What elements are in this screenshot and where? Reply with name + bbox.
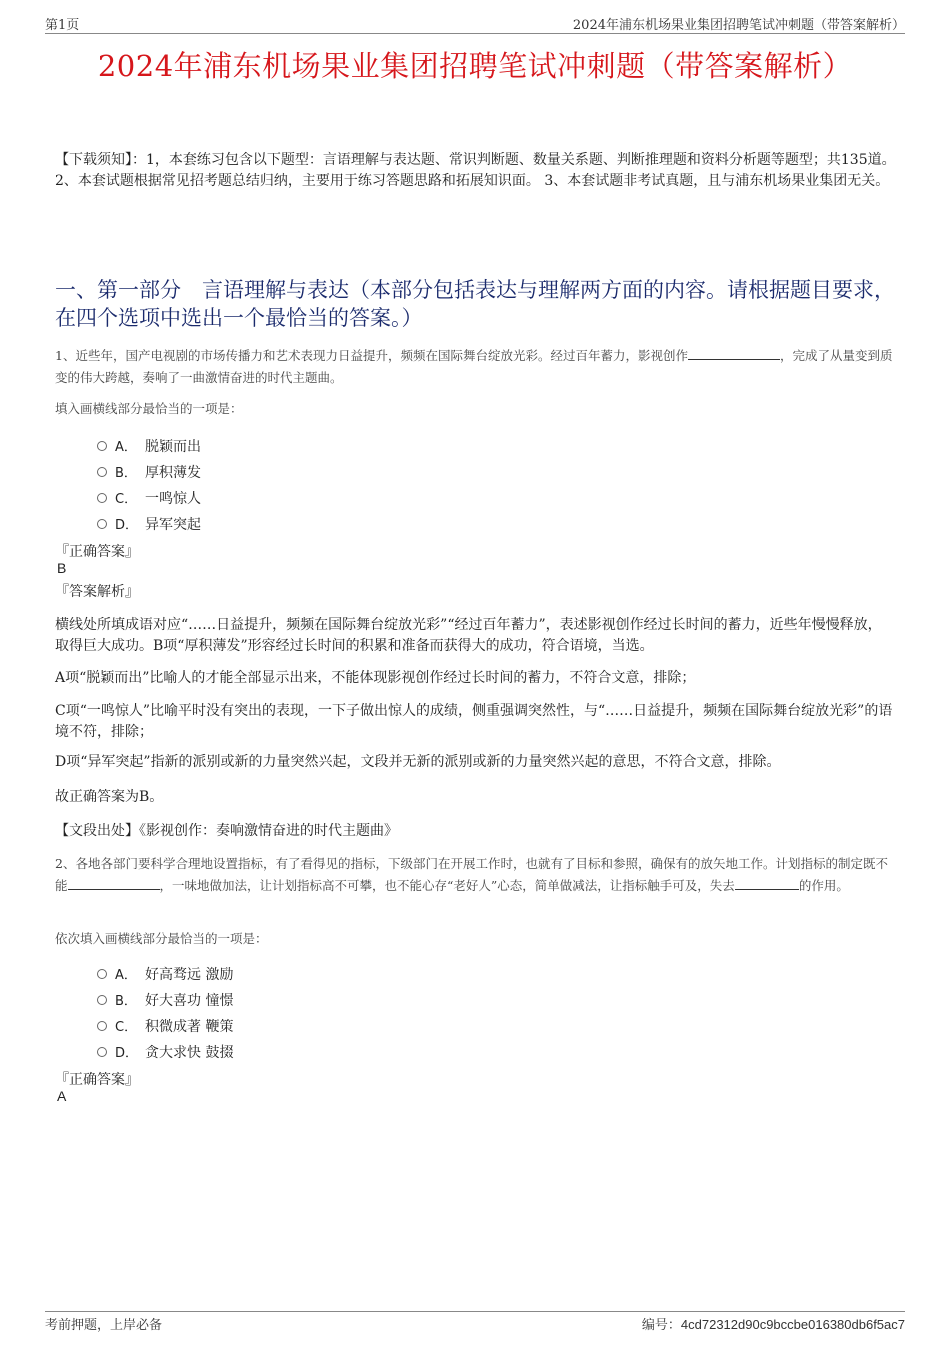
q2-option-b[interactable]: B． 好大喜功 憧憬 (97, 990, 233, 1010)
header-divider (45, 33, 905, 34)
q1-option-c[interactable]: C． 一鸣惊人 (97, 488, 201, 508)
q1-analysis-conclusion: 故正确答案为B。 (55, 789, 164, 805)
q1-answer: B (57, 560, 67, 576)
q2-answer-label: 『正确答案』 (55, 1072, 139, 1088)
q2-stem (55, 853, 895, 897)
radio-icon[interactable] (97, 493, 107, 503)
footer-divider (45, 1311, 905, 1312)
q1-blank (688, 345, 780, 360)
section-heading: 一、第一部分 言语理解与表达（本部分包括表达与理解两方面的内容。请根据题目要求，在四个选项中选出一个最恰当的答案。） (55, 278, 895, 330)
q1-analysis-label: 『答案解析』 (55, 584, 139, 600)
q1-option-a[interactable]: A． 脱颖而出 (97, 436, 201, 456)
footer-slogan: 考前押题，上岸必备 (45, 1318, 163, 1333)
q1-option-b[interactable]: B． 厚积薄发 (97, 462, 201, 482)
radio-icon[interactable] (97, 519, 107, 529)
q1-stem-text-2: ，完成了从量变到质变的伟大跨越，奏响了一曲激情奋进的时代主题曲。 (55, 348, 893, 385)
q2-blank-1 (68, 875, 160, 890)
page-number: 第1页 (45, 18, 80, 33)
q2-answer: A (57, 1088, 67, 1104)
q1-stem (55, 345, 895, 389)
q2-prompt: 依次填入画横线部分最恰当的一项是： (55, 931, 268, 946)
q2-blank-2 (735, 875, 799, 890)
q2-option-c[interactable]: C． 积微成著 鞭策 (97, 1016, 233, 1036)
q1-analysis-para: A项“脱颖而出”比喻人的才能全部显示出来，不能体现影视创作经过长时间的蓄力，不符合文意，排除； (55, 670, 696, 686)
footer-code-value: 4cd72312d90c9bccbe016380db6f5ac7 (680, 1317, 905, 1332)
q1-analysis-para: 横线处所填成语对应“……日益提升，频频在国际舞台绽放光彩”“经过百年蓄力”，表述影视创作经过长时间的蓄力，近些年慢慢释放，取得巨大成功。B项“厚积薄发”形容经过长时间的积累和准备而获得大的成功，符合语境，当选。 (55, 617, 882, 654)
q1-option-d[interactable]: D． 异军突起 (97, 514, 201, 534)
radio-icon[interactable] (97, 1021, 107, 1031)
q2-stem-text-1: 2、各地各部门要科学合理地设置指标，有了看得见的指标，下级部门在开展工作时，也就有了目标和参照，确保有的放矢地工作。计划指标的制定既不能 (55, 856, 888, 893)
q1-stem-text-1: 1、近些年，国产电视剧的市场传播力和艺术表现力日益提升，频频在国际舞台绽放光彩。经过百年蓄力，影视创作 (55, 348, 688, 363)
radio-icon[interactable] (97, 467, 107, 477)
q2-option-d[interactable]: D． 贪大求快 鼓掇 (97, 1042, 233, 1062)
footer-code-label: 编号： (641, 1318, 681, 1333)
footer-code (642, 1314, 905, 1333)
q1-source: 【文段出处】《影视创作：奏响激情奋进的时代主题曲》 (55, 823, 398, 839)
radio-icon[interactable] (97, 1047, 107, 1057)
q2-stem-text-2: ，一味地做加法，让计划指标高不可攀，也不能心存“老好人”心态，简单做减法，让指标触手可及，失去 (159, 878, 735, 893)
q1-answer-label: 『正确答案』 (55, 544, 139, 560)
header-doc-title: 2024年浦东机场果业集团招聘笔试冲刺题（带答案解析） (572, 18, 905, 33)
page-header (45, 14, 905, 34)
radio-icon[interactable] (97, 969, 107, 979)
q2-stem-text-3: 的作用。 (798, 878, 849, 893)
q1-analysis-para: D项“异军突起”指新的派别或新的力量突然兴起，文段并无新的派别或新的力量突然兴起的意思，不符合文意，排除。 (55, 754, 781, 770)
radio-icon[interactable] (97, 441, 107, 451)
q2-option-a[interactable]: A． 好高骛远 激励 (97, 964, 233, 984)
q1-analysis-para: C项“一鸣惊人”比喻平时没有突出的表现，一下子做出惊人的成绩，侧重强调突然性，与“……日益提升，频频在国际舞台绽放光彩”的语境不符，排除； (55, 703, 893, 740)
download-notice: 【下载须知】：1，本套练习包含以下题型：言语理解与表达题、常识判断题、数量关系题、判断推理题和资料分析题等题型；共135道。 2、本套试题根据常见招考题总结归纳，主要用于练习答题思路和拓展知识面。 3、本套试题非考试真题，且与浦东机场果业集团无关。 (55, 152, 896, 189)
document-title: 2024年浦东机场果业集团招聘笔试冲刺题（带答案解析） (97, 49, 853, 83)
q1-prompt: 填入画横线部分最恰当的一项是： (55, 401, 243, 416)
radio-icon[interactable] (97, 995, 107, 1005)
